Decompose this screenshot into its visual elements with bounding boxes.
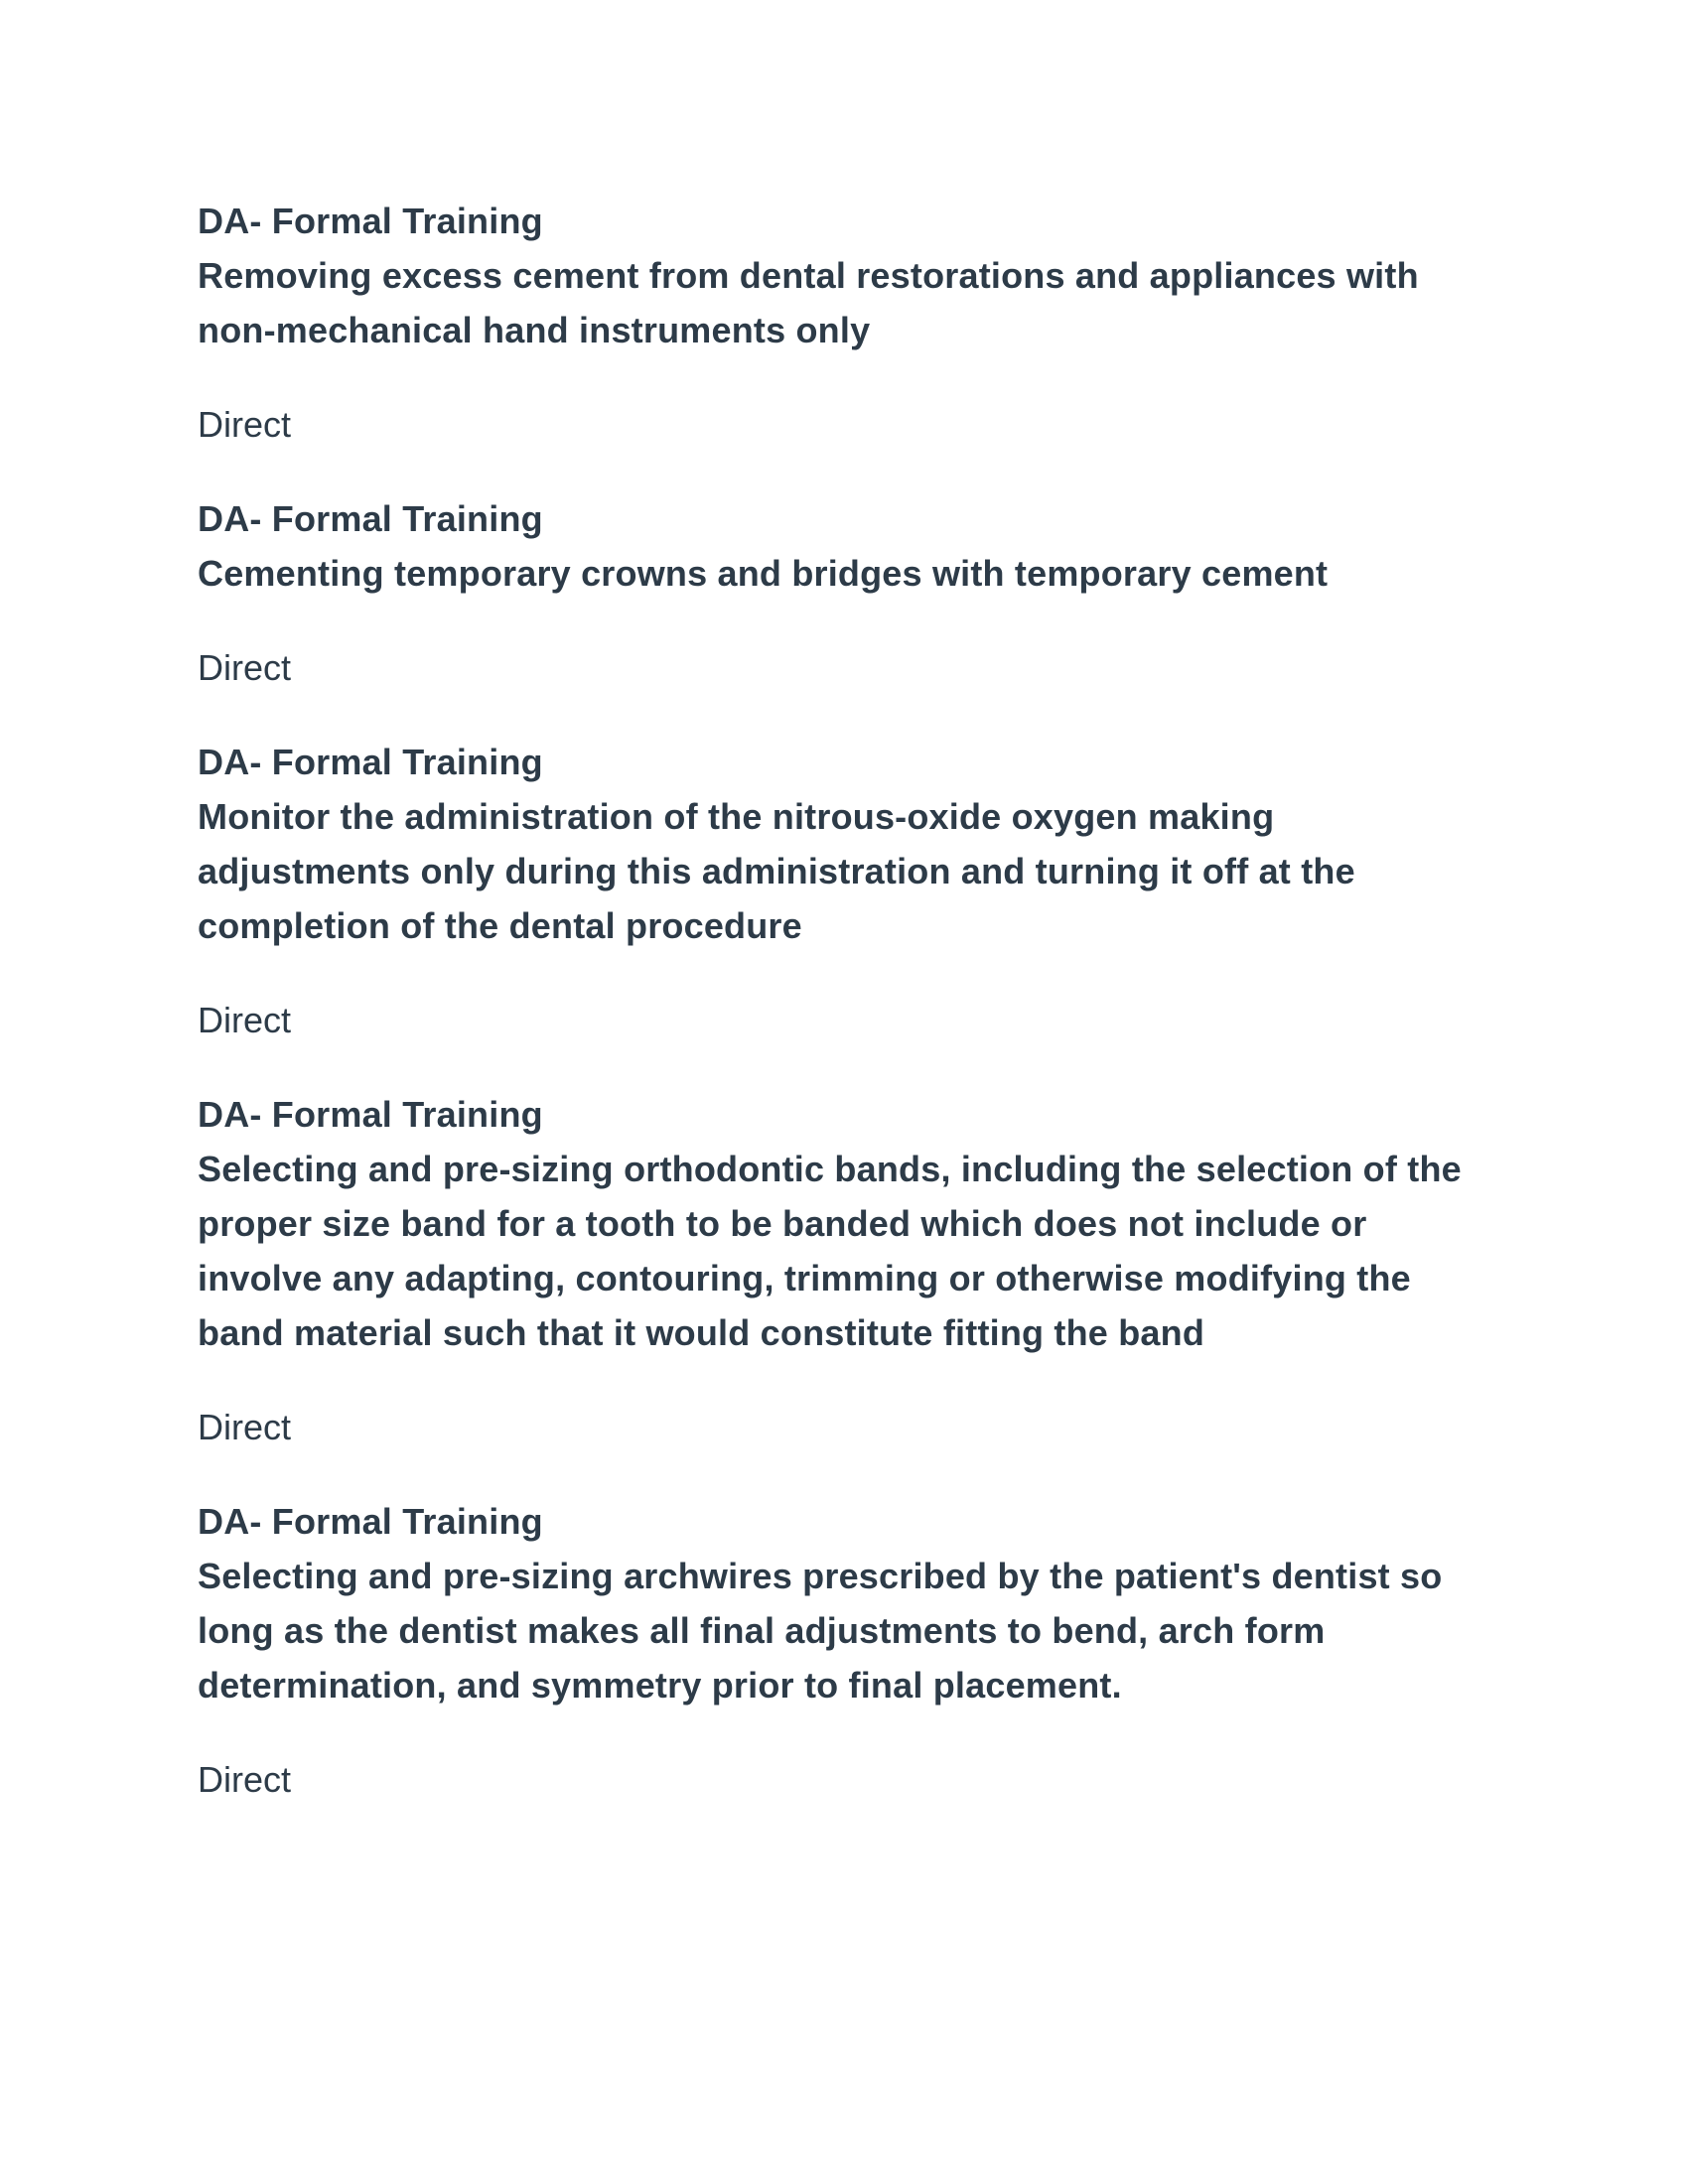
supervision-level: Direct — [198, 647, 292, 688]
entry-category: DA- Formal Training — [198, 498, 543, 539]
supervision-level: Direct — [198, 1759, 292, 1800]
entry-category: DA- Formal Training — [198, 1501, 543, 1542]
entry-category: DA- Formal Training — [198, 1094, 543, 1135]
entry-paragraph — [198, 735, 1483, 953]
entry-paragraph — [198, 1087, 1483, 1360]
entry-category: DA- Formal Training — [198, 742, 543, 782]
training-entry — [198, 491, 1483, 695]
document-content — [198, 194, 1483, 1807]
entry-description: Selecting and pre-sizing archwires prescribed by the patient's dentist so long as the dentist makes all final adjustments to bend, arch form determination, and symmetry prior to final placement. — [198, 1556, 1443, 1706]
supervision-level: Direct — [198, 1407, 292, 1447]
entry-description: Removing excess cement from dental restorations and appliances with non-mechanical hand instruments only — [198, 255, 1419, 350]
entry-description: Cementing temporary crowns and bridges with temporary cement — [198, 553, 1329, 594]
training-entry — [198, 1087, 1483, 1454]
entry-description: Monitor the administration of the nitrous-oxide oxygen making adjustments only during this administration and turning it off at the completion of the dental procedure — [198, 796, 1355, 946]
supervision-level: Direct — [198, 1000, 292, 1040]
training-entry — [198, 1494, 1483, 1807]
training-entry — [198, 194, 1483, 452]
training-entry — [198, 735, 1483, 1047]
supervision-level: Direct — [198, 404, 292, 445]
entry-description: Selecting and pre-sizing orthodontic bands, including the selection of the proper size band for a tooth to be banded which does not include or involve any adapting, contouring, trimming or otherwise modifying the band material such that it would constitute fitting the band — [198, 1149, 1462, 1353]
entry-paragraph — [198, 491, 1483, 601]
entry-paragraph — [198, 194, 1483, 357]
entry-category: DA- Formal Training — [198, 201, 543, 241]
entry-paragraph — [198, 1494, 1483, 1712]
